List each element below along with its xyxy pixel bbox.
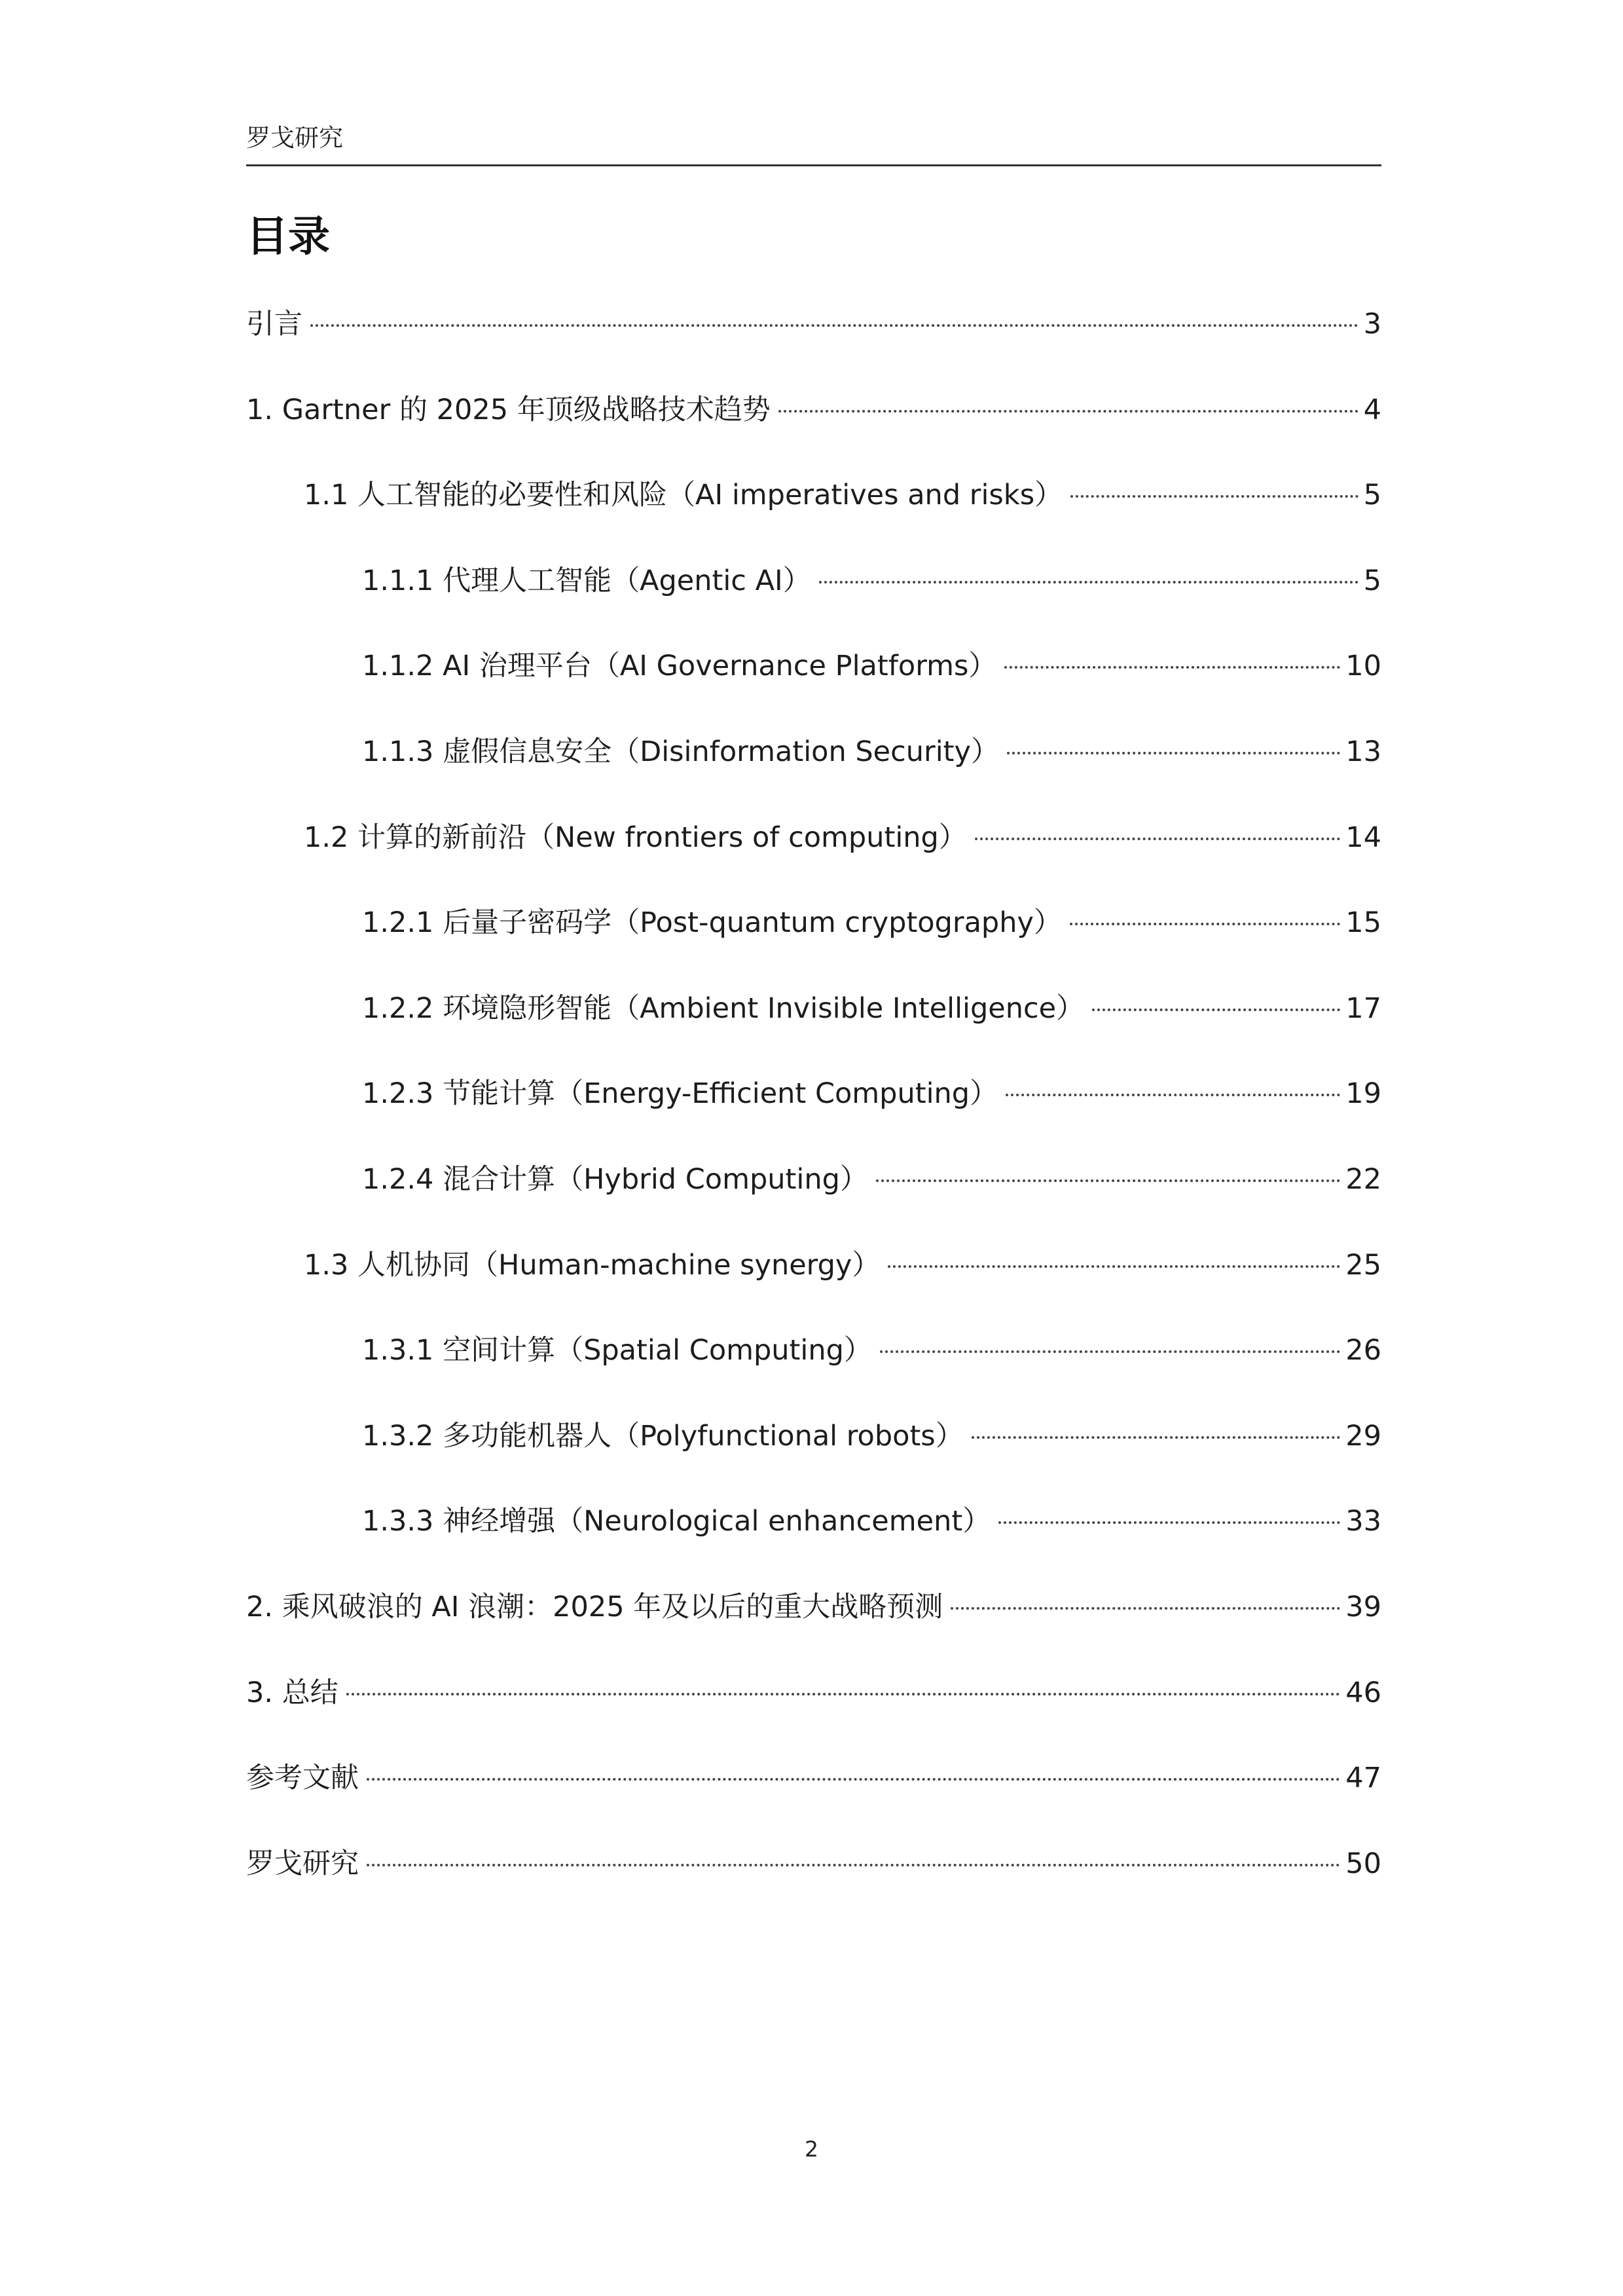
toc-entry[interactable] bbox=[246, 384, 1381, 470]
toc-entry-page-number: 47 bbox=[1345, 1762, 1381, 1795]
toc-entry[interactable] bbox=[246, 640, 1381, 726]
toc-entry-page-number: 46 bbox=[1345, 1676, 1381, 1709]
toc-entry[interactable] bbox=[246, 1838, 1381, 1923]
toc-entry-label: 1.2.4 混合计算（Hybrid Computing） bbox=[362, 1162, 868, 1196]
toc-entry-label: 1.1.1 代理人工智能（Agentic AI） bbox=[362, 564, 811, 597]
toc-dot-leader bbox=[1070, 923, 1340, 925]
toc-entry[interactable] bbox=[246, 1067, 1381, 1153]
toc-entry-page-number: 3 bbox=[1363, 308, 1381, 341]
header-title: 罗戈研究 bbox=[246, 124, 343, 152]
toc-entry-page-number: 50 bbox=[1345, 1847, 1381, 1880]
toc-entry-label: 1.3.1 空间计算（Spatial Computing） bbox=[362, 1334, 872, 1367]
toc-entry[interactable] bbox=[246, 897, 1381, 982]
toc-entry-page-number: 25 bbox=[1345, 1248, 1381, 1282]
toc-entry-page-number: 14 bbox=[1345, 821, 1381, 854]
toc-entry-page-number: 19 bbox=[1345, 1077, 1381, 1111]
toc-entry[interactable] bbox=[246, 811, 1381, 897]
toc-entry-label: 2. 乘风破浪的 AI 浪潮：2025 年及以后的重大战略预测 bbox=[246, 1590, 943, 1623]
toc-entry[interactable] bbox=[246, 1410, 1381, 1496]
toc-entry[interactable] bbox=[246, 298, 1381, 384]
toc-entry-page-number: 5 bbox=[1363, 564, 1381, 597]
toc-entry[interactable] bbox=[246, 1581, 1381, 1667]
toc-dot-leader bbox=[972, 1436, 1341, 1439]
toc-entry-page-number: 26 bbox=[1345, 1334, 1381, 1367]
toc-entry-label: 引言 bbox=[246, 308, 302, 341]
toc-entry-label: 3. 总结 bbox=[246, 1676, 338, 1709]
toc-entry-page-number: 22 bbox=[1345, 1162, 1381, 1196]
toc-dot-leader bbox=[1006, 1094, 1340, 1096]
toc-entry-page-number: 13 bbox=[1345, 735, 1381, 768]
toc-entry[interactable] bbox=[246, 1239, 1381, 1325]
toc-entry[interactable] bbox=[246, 1495, 1381, 1581]
toc-entry-label: 1.2 计算的新前沿（New frontiers of computing） bbox=[304, 821, 967, 854]
toc-entry[interactable] bbox=[246, 726, 1381, 811]
toc-entry-label: 1.2.3 节能计算（Energy-Efficient Computing） bbox=[362, 1077, 998, 1111]
toc-entry-label: 1. Gartner 的 2025 年顶级战略技术趋势 bbox=[246, 393, 771, 426]
page-number: 2 bbox=[805, 2136, 818, 2162]
toc-entry[interactable] bbox=[246, 1667, 1381, 1752]
toc-entry-page-number: 4 bbox=[1363, 393, 1381, 426]
toc-entry[interactable] bbox=[246, 982, 1381, 1068]
toc-dot-leader bbox=[975, 838, 1340, 840]
toc-dot-leader bbox=[1092, 1009, 1340, 1011]
toc-entry-page-number: 39 bbox=[1345, 1590, 1381, 1623]
toc-entry-page-number: 29 bbox=[1345, 1419, 1381, 1453]
toc-dot-leader bbox=[367, 1864, 1340, 1866]
toc-entry-page-number: 17 bbox=[1345, 991, 1381, 1025]
toc-dot-leader bbox=[880, 1350, 1340, 1353]
toc-entry-label: 1.1.3 虚假信息安全（Disinformation Security） bbox=[362, 735, 999, 768]
toc-dot-leader bbox=[1007, 752, 1340, 754]
toc-dot-leader bbox=[310, 324, 1359, 327]
toc-entry-label: 1.2.2 环境隐形智能（Ambient Invisible Intelligence） bbox=[362, 991, 1085, 1025]
toc-entry-label: 1.1.2 AI 治理平台（AI Governance Platforms） bbox=[362, 650, 997, 683]
toc-dot-leader bbox=[951, 1607, 1340, 1610]
toc-title: 目录 bbox=[246, 213, 330, 261]
toc-entry-page-number: 10 bbox=[1345, 650, 1381, 683]
toc-entry-label: 1.3.3 神经增强（Neurological enhancement） bbox=[362, 1505, 991, 1538]
toc-dot-leader bbox=[778, 410, 1359, 413]
toc-dot-leader bbox=[346, 1693, 1341, 1695]
toc-entry-page-number: 33 bbox=[1345, 1505, 1381, 1538]
table-of-contents bbox=[246, 298, 1381, 1923]
toc-dot-leader bbox=[1004, 666, 1340, 669]
toc-entry-label: 1.3 人机协同（Human-machine synergy） bbox=[304, 1248, 881, 1282]
toc-entry[interactable] bbox=[246, 1324, 1381, 1410]
toc-entry-label: 1.1 人工智能的必要性和风险（AI imperatives and risks） bbox=[304, 479, 1063, 512]
toc-entry-page-number: 15 bbox=[1345, 906, 1381, 940]
page-header bbox=[246, 122, 1381, 166]
toc-dot-leader bbox=[876, 1179, 1340, 1182]
toc-entry-page-number: 5 bbox=[1363, 479, 1381, 512]
toc-dot-leader bbox=[1070, 495, 1359, 498]
toc-entry[interactable] bbox=[246, 1752, 1381, 1838]
toc-dot-leader bbox=[888, 1265, 1340, 1268]
toc-entry-label: 罗戈研究 bbox=[246, 1847, 359, 1880]
toc-entry-label: 1.2.1 后量子密码学（Post-quantum cryptography） bbox=[362, 906, 1062, 940]
toc-dot-leader bbox=[998, 1521, 1340, 1524]
toc-entry[interactable] bbox=[246, 555, 1381, 640]
toc-dot-leader bbox=[367, 1778, 1340, 1781]
toc-entry-label: 1.3.2 多功能机器人（Polyfunctional robots） bbox=[362, 1419, 964, 1453]
toc-entry[interactable] bbox=[246, 469, 1381, 555]
toc-dot-leader bbox=[819, 581, 1359, 583]
toc-entry[interactable] bbox=[246, 1153, 1381, 1239]
toc-entry-label: 参考文献 bbox=[246, 1762, 359, 1795]
